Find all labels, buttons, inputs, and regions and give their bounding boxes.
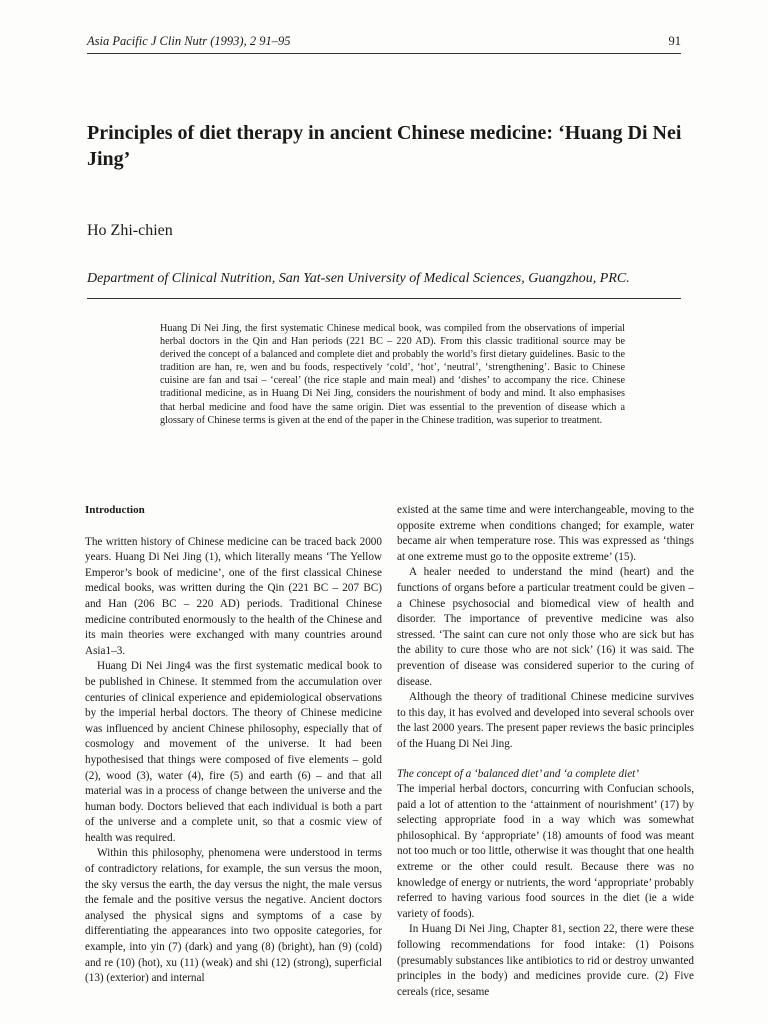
paragraph: The written history of Chinese medicine can be traced back 2000 years. Huang Di Nei Jing (1), which literally means ‘The Yellow Emperor’s book of medicine’, one of the first classical Chinese medical books, was written during the Qin (221 BC – 207 BC) and Han (206 BC – 220 AD) periods. Traditional Chinese medicine contributed enormously to the health of the Chinese and its main theories were exchanged with many countries around Asia1–3. [85, 535, 382, 657]
paragraph: The imperial herbal doctors, concurring with Confucian schools, paid a lot of attention to the ‘attainment of nourishment’ (17) by selecting appropriate food in a way which was somewhat philosophical. By ‘appropriate’ (18) amounts of food was meant not too much or too little, otherwise it was thought that one health extreme or the other could result. Because there was no knowledge of energy or nutrients, the word ‘appropriate’ probably referred to having various food sources in the diet (ie a wide variety of foods). [397, 783, 694, 920]
paragraph: Huang Di Nei Jing4 was the first systematic medical book to be published in Chinese. It stemmed from the accumulation over centuries of clinical experience and epidemiological observations by the imperial herbal doctors. The theory of Chinese medicine was influenced by ancient Chinese philosophy, especially that of cosmology and movement of the universe. It had been hypothesised that things were composed of five elements – gold (2), wood (3), water (4), fire (5) and earth (6) – and that all material was in a process of change between the universe and the human body. Doctors believed that each individual is both a part of the universe and a complete unit, so that a cosmic view of health was required. [85, 660, 382, 844]
running-header [87, 34, 681, 49]
author-name: Ho Zhi-chien [87, 222, 173, 239]
header-rule [87, 53, 681, 54]
paragraph: A healer needed to understand the mind (heart) and the functions of organs before a particular treatment could be given – a Chinese psychosocial and biomedical view of health and disorder. The importance of preventive medicine was also stressed. ‘The saint can cure not only those who are sick but has the ability to cure those who are not sick’ (16) it was said. The prevention of disease was considered superior to the curing of disease. [397, 566, 694, 688]
page-number: 91 [668, 34, 681, 48]
paragraph: Within this philosophy, phenomena were understood in terms of contradictory relations, for example, the sun versus the moon, the sky versus the earth, the day versus the night, the male versus the female and the positive versus the negative. Ancient doctors analysed the physical signs and symptoms of a case by differentiating the appearances into two opposite categories, for example, into yin (7) (dark) and yang (8) (bright), han (9) (cold) and re (10) (hot), xu (11) (weak) and shi (12) (strong), superficial (13) (exterior) and internal [85, 847, 382, 985]
right-column [397, 503, 694, 1000]
paragraph: Although the theory of traditional Chinese medicine survives to this day, it has evolved and developed into several schools over the last 2000 years. The present paper reviews the basic principles of the Huang Di Nei Jing. [397, 691, 694, 750]
journal-citation: Asia Pacific J Clin Nutr (1993), 2 91–95 [87, 34, 291, 48]
abstract: Huang Di Nei Jing, the first systematic Chinese medical book, was compiled from the observations of imperial herbal doctors in the Qin and Han periods (221 BC – 220 AD). From this classic traditional source may be derived the concept of a balanced and complete diet and probably the world’s first dietary guidelines. Basic to the tradition are han, re, wen and bu foods, respectively ‘cold’, ‘hot’, ‘neutral’, ‘strengthening’. Basic to Chinese cuisine are fan and tsai – ‘cereal’ (the rice staple and main meal) and ‘dishes’ to accompany the rice. Chinese traditional medicine, as in Huang Di Nei Jing, considers the nourishment of body and mind. It also emphasises that herbal medicine and food have the same origin. Diet was essential to the prevention of disease which a glossary of Chinese terms is given at the end of the paper in the Chinese tradition, was superior to treatment. [160, 323, 625, 426]
left-column [85, 503, 382, 987]
paragraph: existed at the same time and were interchangeable, moving to the opposite extreme when conditions changed; for example, water became air when temperature rose. This was expressed as ‘things at one extreme must go to the opposite extreme’ (15). [397, 504, 694, 563]
affiliation: Department of Clinical Nutrition, San Yat-sen University of Medical Sciences, Guangzhou, PRC. [87, 271, 630, 286]
section-heading-introduction: Introduction [85, 504, 145, 516]
paragraph: In Huang Di Nei Jing, Chapter 81, section 22, there were these following recommendations for food intake: (1) Poisons (presumably substances like antibiotics to rid or destroy unwanted principles in the body) and medicines provide cure. (2) Five cereals (rice, sesame [397, 923, 694, 998]
paper-title: Principles of diet therapy in ancient Chinese medicine: ‘Huang Di Nei Jing’ [87, 122, 682, 170]
affiliation-rule [87, 298, 681, 299]
subsection-heading-balanced-diet: The concept of a ‘balanced diet’ and ‘a complete diet’ [397, 767, 640, 780]
